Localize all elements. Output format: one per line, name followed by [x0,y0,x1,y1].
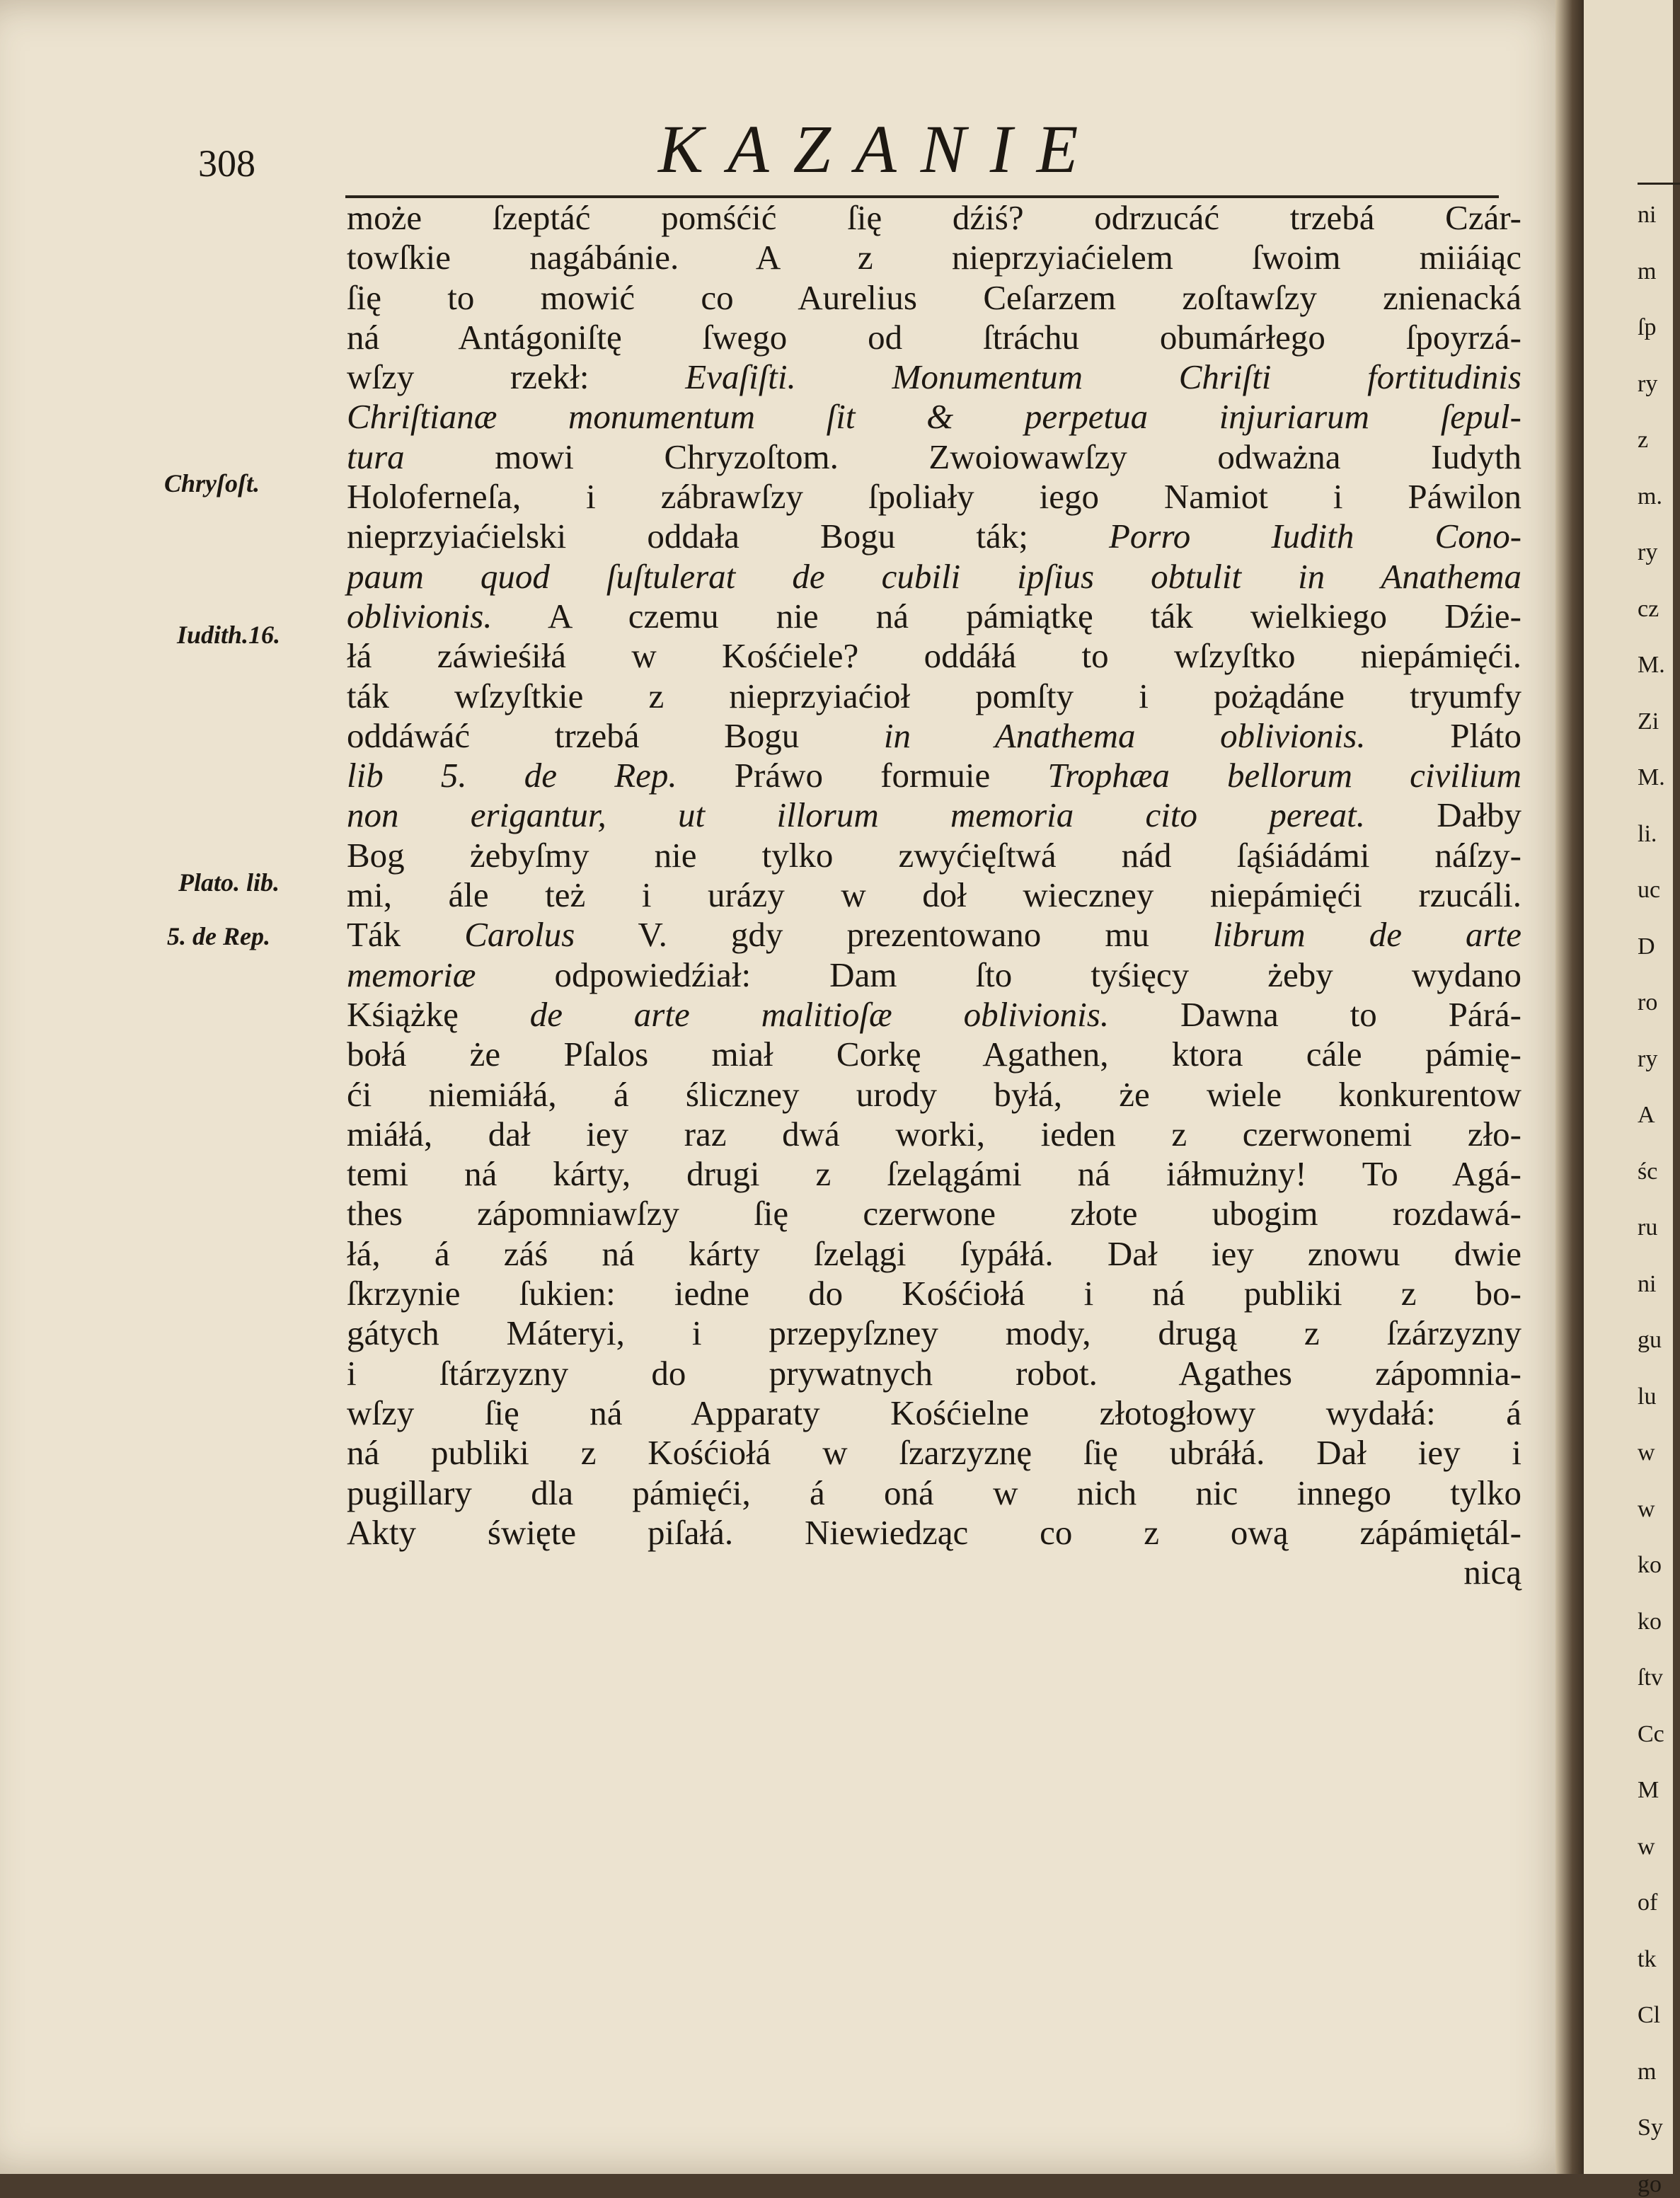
italic-latin-span: Evaſiſti. Monumentum Chriſti fortitudinis [685,357,1521,397]
text-line [347,278,1521,318]
next-page-fragment: w [1638,1495,1655,1522]
next-page-fragment: of [1638,1889,1658,1916]
next-page-edge [1584,0,1673,2197]
next-page-fragment: Cc [1638,1720,1664,1747]
text-span: ná Antágoniſtę ſwego od ſtráchu obumárłego ſpoyrzá- [347,317,1521,357]
next-page-fragment: li. [1638,820,1657,847]
next-page-fragment: ru [1638,1214,1658,1241]
text-span: towſkie nagábánie. A z nieprzyiaćielem ſwoim miiáiąc [347,238,1521,277]
next-page-fragment: D [1638,933,1655,960]
text-line [347,1553,1521,1592]
text-line [347,1274,1521,1313]
text-line [347,1433,1521,1473]
next-page-fragment: tk [1638,1945,1657,1972]
margin-note-iudith: Iudith.16. [177,621,281,649]
text-span: Pláto [1365,715,1521,755]
italic-latin-span: librum de arte [1213,915,1521,955]
text-line [347,955,1521,995]
italic-latin-span: lib 5. de Rep. [347,756,677,795]
body-text [347,198,1521,1592]
italic-latin-span: Chriſtianæ monumentum ſit & perpetua injuriarum ſepul- [347,397,1521,437]
next-page-fragment: w [1638,1439,1655,1466]
margin-note-de-rep: 5. de Rep. [167,922,270,950]
page-title: KAZANIE [658,111,1103,187]
text-line [347,437,1521,477]
italic-latin-span: Porro Iudith Cono- [1108,517,1522,556]
text-line [347,677,1521,716]
text-span: A czemu nie ná pámiątkę ták wielkiego Dźie- [492,596,1521,635]
next-page-fragment: lu [1638,1383,1657,1410]
next-page-fragment: ko [1638,1552,1662,1578]
text-span: odpowiedźiał: Dam ſto tyśięcy żeby wydano [476,955,1521,994]
text-line [347,1313,1521,1353]
text-line [347,1194,1521,1233]
italic-latin-span: tura [347,437,405,476]
text-span: łá, á záś ná kárty ſzelągi ſypáłá. Dał iey znowu dwie [347,1233,1521,1273]
next-page-fragment: ro [1638,989,1658,1015]
italic-latin-span: Trophæa bellorum civilium [1047,756,1521,795]
margin-note-chrysostom: Chryſoſt. [164,469,260,497]
text-line [347,477,1521,517]
text-span: Dawna to Párá- [1109,994,1521,1034]
next-page-fragment: ni [1638,1270,1657,1297]
margin-note-plato-lib: Plato. lib. [178,868,280,897]
next-page-fragment: ſp [1638,314,1657,340]
italic-latin-span: Carolus [464,915,575,955]
next-page-fragment: ry [1638,539,1658,565]
text-span: wſzy ſię ná Apparaty Kośćielne złotogłowy wydałá: á [347,1393,1521,1432]
italic-latin-span: de arte malitioſæ oblivionis. [529,994,1110,1034]
next-page-fragment: M. [1638,652,1665,678]
text-span: Kśiążkę [347,994,530,1034]
text-line [347,238,1521,277]
italic-latin-span: in Anathema oblivionis. [883,715,1366,755]
text-span: wſzy rzekł: [347,357,686,397]
text-line [347,875,1521,915]
next-page-fragment: M. [1638,764,1665,790]
text-span: łá záwieśiłá w Kośćiele? oddáłá to wſzyſtko niepámięći. [347,636,1521,676]
text-span: oddáwáć trzebá Bogu [347,715,884,755]
text-line [347,636,1521,676]
text-line [347,517,1521,556]
text-span: mowi Chryzoſtom. Zwoiowawſzy odważna Iudyth [404,437,1521,476]
text-line [347,836,1521,875]
text-span: ná publiki z Kośćiołá w ſzarzyznę ſię ubráłá. Dał iey i [347,1433,1521,1473]
next-page-fragment: cz [1638,595,1659,622]
text-span: mi, ále też i urázy w doł wieczney niepámięći rzucáli. [347,875,1521,915]
next-page-fragment: M [1638,1777,1659,1803]
italic-latin-span: memoriæ [347,955,476,994]
text-span: Akty święte piſałá. Niewiedząc co z ową zápámiętál- [347,1512,1521,1552]
book-gutter [1555,0,1584,2174]
text-span: Holoferneſa, i zábrawſzy ſpoliały iego Namiot i Páwilon [347,477,1521,517]
text-line [347,1234,1521,1274]
text-span: ſkrzynie ſukien: iedne do Kośćiołá i ná publiki z bo- [347,1274,1521,1313]
next-page-fragment: go [1638,2170,1662,2197]
next-page-fragment: gu [1638,1327,1662,1353]
text-line [347,716,1521,756]
text-span: Bog żebyſmy nie tylko zwyćięſtwá nád ſąśiádámi náſzy- [347,835,1521,875]
next-page-fragment: ſtv [1638,1664,1663,1691]
text-line [347,995,1521,1035]
text-span: thes zápomniawſzy ſię czerwone złote ubogim rozdawá- [347,1194,1521,1233]
text-line [347,795,1521,835]
text-line [347,1513,1521,1553]
next-page-fragment: m [1638,258,1657,284]
text-line [347,1354,1521,1393]
text-line [347,198,1521,238]
text-span: może ſzeptáć pomśćić ſię dźiś? odrzucáć trzebá Czár- [347,198,1521,237]
next-page-fragment: m [1638,2058,1657,2085]
next-page-fragment: A [1638,1102,1655,1128]
text-line [347,397,1521,437]
next-page-fragment: śc [1638,1158,1658,1185]
text-span: ták wſzyſtkie z nieprzyiaćioł pomſty i pożądáne tryumfy [347,676,1521,715]
text-line [347,1075,1521,1115]
text-line [347,357,1521,397]
next-page-fragment: Cl [1638,2002,1661,2028]
text-span: Práwo formuie [677,756,1048,795]
text-span: bołá że Pſalos miał Corkę Agathen, ktora cále pámię- [347,1035,1521,1074]
text-line [347,1154,1521,1194]
next-page-fragment: z [1638,427,1649,453]
italic-latin-span: non erigantur, ut illorum memoria cito pereat. [347,795,1365,835]
next-page-fragment: Zi [1638,708,1659,735]
text-line [347,557,1521,597]
text-line [347,1393,1521,1433]
text-line [347,1035,1521,1074]
next-page-fragment: Sy [1638,2114,1663,2141]
next-page-fragment: uc [1638,877,1661,903]
text-span: nicą [1463,1553,1521,1592]
next-page-fragment: ko [1638,1608,1662,1635]
text-span: temi ná kárty, drugi z ſzelągámi ná iáłmużny! To Agá- [347,1154,1521,1194]
text-line [347,597,1521,636]
text-span: gátych Máteryi, i przepyſzney mody, drugą z ſzárzyzny [347,1313,1521,1353]
text-span: pugillary dla pámięći, á oná w nich nic innego tylko [347,1473,1521,1512]
text-span: miáłá, dał iey raz dwá worki, ieden z czerwonemi zło- [347,1114,1521,1153]
next-page-fragment: w [1638,1833,1655,1860]
next-page-fragment: m. [1638,483,1662,510]
italic-latin-span: oblivionis. [347,596,493,635]
italic-latin-span: paum quod ſuſtulerat de cubili ipſius obtulit in Anathema [347,556,1521,596]
text-line [347,318,1521,357]
text-span: ći niemiáłá, á śliczney urody byłá, że wiele konkurentow [347,1074,1521,1114]
text-line [347,915,1521,955]
text-span: Ták [347,915,465,955]
text-span: i ſtárzyzny do prywatnych robot. Agathes zápomnia- [347,1353,1521,1393]
next-page-fragment: ry [1638,370,1658,397]
running-head [0,0,1578,191]
text-line [347,756,1521,795]
page-number: 308 [198,142,255,185]
next-page-rule [1638,183,1680,185]
next-page-fragment: ry [1638,1045,1658,1072]
text-span: nieprzyiaćielski oddała Bogu ták; [347,517,1109,556]
next-page-fragment: ni [1638,202,1657,228]
text-span: V. gdy prezentowano mu [575,915,1213,955]
text-line [347,1115,1521,1154]
text-span: Dałby [1364,795,1522,835]
text-line [347,1473,1521,1513]
text-span: ſię to mowić co Aurelius Ceſarzem zoſtawſzy znienacká [347,277,1521,317]
